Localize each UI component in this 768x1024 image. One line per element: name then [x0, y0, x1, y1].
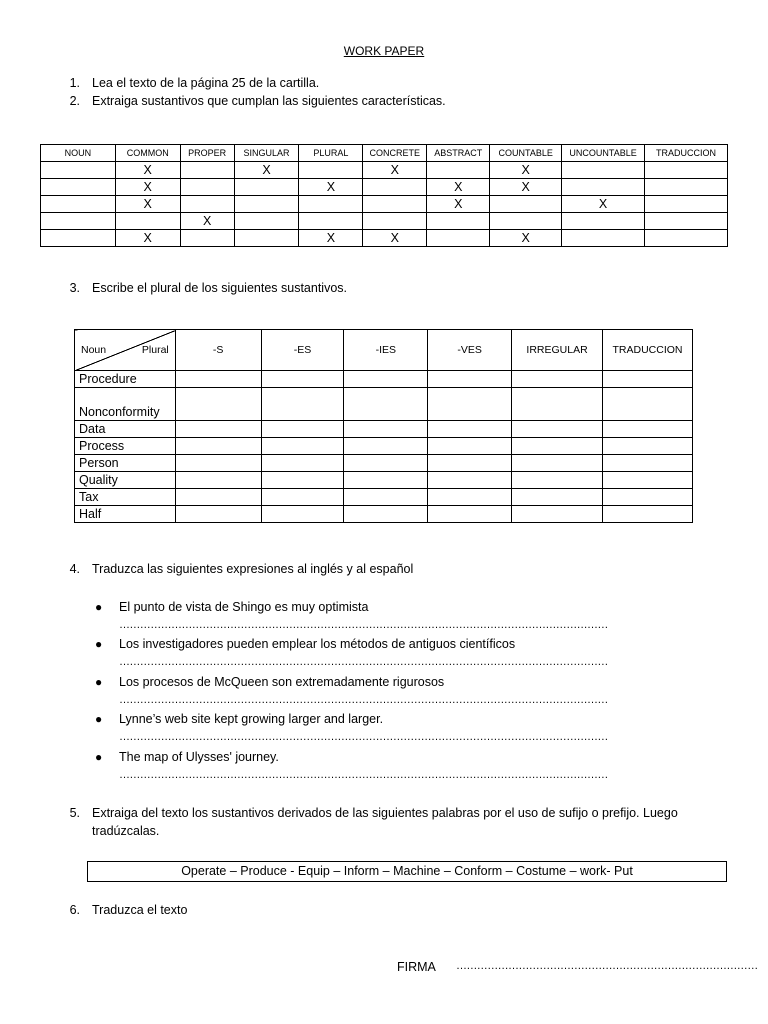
answer-cell[interactable]	[512, 472, 603, 489]
signature-line[interactable]: ……………………………………………………………………………	[456, 960, 758, 972]
table-cell[interactable]	[645, 213, 728, 230]
answer-cell[interactable]	[603, 388, 693, 421]
answer-cell[interactable]	[175, 472, 261, 489]
table-cell[interactable]	[427, 230, 490, 247]
column-header: ABSTRACT	[427, 145, 490, 162]
table-cell[interactable]	[363, 179, 427, 196]
table-cell[interactable]: X	[490, 162, 562, 179]
bullet-icon: ●	[95, 750, 103, 764]
corner-header	[75, 330, 176, 371]
table-cell[interactable]: X	[562, 196, 645, 213]
noun-cell: Person	[75, 455, 176, 472]
answer-cell[interactable]	[344, 506, 428, 523]
answer-cell[interactable]	[175, 388, 261, 421]
noun-cell: Quality	[75, 472, 176, 489]
table-cell[interactable]	[180, 230, 234, 247]
table-cell[interactable]	[299, 162, 363, 179]
column-header: -S	[175, 330, 261, 371]
answer-cell[interactable]	[344, 455, 428, 472]
column-header: CONCRETE	[363, 145, 427, 162]
table-cell[interactable]	[645, 196, 728, 213]
answer-cell[interactable]	[344, 438, 428, 455]
table-cell[interactable]: X	[490, 179, 562, 196]
answer-cell[interactable]	[175, 489, 261, 506]
answer-cell[interactable]	[344, 388, 428, 421]
table-cell[interactable]	[427, 213, 490, 230]
table-cell[interactable]	[562, 230, 645, 247]
answer-line[interactable]: ……………………………………………………………………………………………………………………………	[119, 769, 608, 781]
table-row	[41, 162, 728, 179]
table-cell[interactable]	[41, 162, 116, 179]
table-cell[interactable]: X	[115, 162, 180, 179]
noun-cell: Half	[75, 506, 176, 523]
column-header: -VES	[428, 330, 512, 371]
table-cell[interactable]	[299, 196, 363, 213]
table-cell[interactable]: X	[490, 230, 562, 247]
column-header: IRREGULAR	[512, 330, 603, 371]
table-cell[interactable]	[490, 213, 562, 230]
table-row	[41, 213, 728, 230]
noun-cell: Nonconformity	[75, 388, 176, 421]
table-cell[interactable]	[234, 213, 299, 230]
corner-noun-label: Noun	[81, 344, 107, 356]
answer-cell[interactable]	[261, 421, 344, 438]
noun-cell: Procedure	[75, 371, 176, 388]
answer-line[interactable]: ……………………………………………………………………………………………………………………………	[119, 619, 608, 631]
answer-cell[interactable]	[603, 455, 693, 472]
column-header: PROPER	[180, 145, 234, 162]
answer-cell[interactable]	[428, 388, 512, 421]
table-cell[interactable]	[645, 230, 728, 247]
page-title: WORK PAPER	[343, 44, 425, 58]
noun-cell: Tax	[75, 489, 176, 506]
table-cell[interactable]	[645, 179, 728, 196]
words-box: Operate – Produce - Equip – Inform – Machine – Conform – Costume – work- Put	[87, 861, 727, 882]
answer-cell[interactable]	[175, 506, 261, 523]
table-cell[interactable]: X	[115, 196, 180, 213]
expressions-list: ● El punto de vista de Shingo es muy optimista …………………………………………………………………………………………………………………………… ● Los investigadores pueden emplear los métodos de antiguos científicos …………………………………………………………………………………………………………………………… ● Los procesos de McQueen son extremadamente rigurosos …………………………………………………………………………………………………………………………… ● Lynne’s web site kept growing larger and larger. …………………………………………………………………………………………………………………………… ● The map of Ulysses' journey. ……………………………………………………………………………………………………………………………	[95, 598, 615, 788]
table-cell[interactable]	[41, 196, 116, 213]
answer-cell[interactable]	[428, 421, 512, 438]
answer-cell[interactable]	[428, 438, 512, 455]
table-row	[75, 388, 693, 421]
table-row	[41, 179, 728, 196]
answer-cell[interactable]	[512, 371, 603, 388]
answer-cell[interactable]	[261, 455, 344, 472]
table-header-row	[75, 330, 693, 371]
table-row	[75, 438, 693, 455]
column-header: SINGULAR	[234, 145, 299, 162]
answer-line[interactable]: ……………………………………………………………………………………………………………………………	[119, 656, 608, 668]
answer-cell[interactable]	[344, 489, 428, 506]
question-3: 3. Escribe el plural de los siguientes sustantivos.	[69, 281, 347, 295]
answer-cell[interactable]	[344, 371, 428, 388]
table-cell[interactable]: X	[299, 230, 363, 247]
answer-cell[interactable]	[261, 489, 344, 506]
table-cell[interactable]	[427, 162, 490, 179]
answer-cell[interactable]	[428, 472, 512, 489]
table-cell[interactable]: X	[180, 213, 234, 230]
question-4: 4. Traduzca las siguientes expresiones al inglés y al español	[69, 562, 414, 576]
table-row	[41, 196, 728, 213]
answer-cell[interactable]	[428, 489, 512, 506]
table-cell[interactable]	[645, 162, 728, 179]
column-header: UNCOUNTABLE	[562, 145, 645, 162]
answer-cell[interactable]	[261, 371, 344, 388]
answer-cell[interactable]	[512, 506, 603, 523]
answer-cell[interactable]	[261, 438, 344, 455]
answer-cell[interactable]	[175, 421, 261, 438]
table-row	[75, 421, 693, 438]
table-cell[interactable]	[41, 179, 116, 196]
table-cell[interactable]	[234, 230, 299, 247]
bullet-icon: ●	[95, 637, 103, 651]
table-cell[interactable]	[180, 179, 234, 196]
answer-cell[interactable]	[344, 472, 428, 489]
question-1: 1. Lea el texto de la página 25 de la cartilla.	[69, 76, 320, 90]
answer-line[interactable]: ……………………………………………………………………………………………………………………………	[119, 694, 608, 706]
table-cell[interactable]: X	[115, 179, 180, 196]
table-row	[75, 455, 693, 472]
table-cell[interactable]: X	[363, 230, 427, 247]
bullet-icon: ●	[95, 675, 103, 689]
noun-cell: Data	[75, 421, 176, 438]
table-row	[75, 506, 693, 523]
answer-cell[interactable]	[512, 388, 603, 421]
column-header: -IES	[344, 330, 428, 371]
table-cell[interactable]	[41, 230, 116, 247]
bullet-icon: ●	[95, 600, 103, 614]
table-cell[interactable]	[180, 162, 234, 179]
column-header: NOUN	[41, 145, 116, 162]
table-cell[interactable]: X	[363, 162, 427, 179]
answer-cell[interactable]	[261, 472, 344, 489]
column-header: COUNTABLE	[490, 145, 562, 162]
table-cell[interactable]	[234, 179, 299, 196]
answer-cell[interactable]	[261, 388, 344, 421]
answer-cell[interactable]	[603, 489, 693, 506]
table-cell[interactable]	[41, 213, 116, 230]
answer-cell[interactable]	[603, 421, 693, 438]
question-2: 2. Extraiga sustantivos que cumplan las siguientes características.	[69, 94, 446, 108]
table-cell[interactable]	[115, 213, 180, 230]
table-cell[interactable]	[562, 162, 645, 179]
table-row	[41, 230, 728, 247]
answer-cell[interactable]	[512, 489, 603, 506]
table-cell[interactable]	[234, 196, 299, 213]
table-cell[interactable]	[180, 196, 234, 213]
table-cell[interactable]	[562, 179, 645, 196]
answer-cell[interactable]	[512, 455, 603, 472]
answer-cell[interactable]	[603, 472, 693, 489]
answer-cell[interactable]	[428, 455, 512, 472]
question-6: 6. Traduzca el texto	[69, 903, 188, 917]
answer-cell[interactable]	[603, 371, 693, 388]
answer-line[interactable]: ……………………………………………………………………………………………………………………………	[119, 731, 608, 743]
table-cell[interactable]	[562, 213, 645, 230]
table-row	[75, 472, 693, 489]
table-cell[interactable]	[363, 213, 427, 230]
answer-cell[interactable]	[175, 455, 261, 472]
plural-table	[74, 329, 693, 523]
answer-cell[interactable]	[603, 438, 693, 455]
answer-cell[interactable]	[175, 371, 261, 388]
answer-cell[interactable]	[428, 506, 512, 523]
column-header: -ES	[261, 330, 344, 371]
corner-plural-label: Plural	[141, 344, 169, 356]
table-cell[interactable]: X	[234, 162, 299, 179]
noun-cell: Process	[75, 438, 176, 455]
column-header: COMMON	[115, 145, 180, 162]
column-header: PLURAL	[299, 145, 363, 162]
table-row	[75, 489, 693, 506]
signature-label: FIRMA	[397, 960, 436, 974]
table-cell[interactable]	[490, 196, 562, 213]
table-cell[interactable]: X	[427, 179, 490, 196]
table-cell[interactable]	[363, 196, 427, 213]
answer-cell[interactable]	[344, 421, 428, 438]
table-cell[interactable]: X	[299, 179, 363, 196]
column-header: TRADUCCION	[603, 330, 693, 371]
bullet-icon: ●	[95, 712, 103, 726]
question-5: 5. Extraiga del texto los sustantivos derivados de las siguientes palabras por el uso de sufijo o prefijo. Luego tradúzcalas.	[69, 806, 678, 838]
answer-cell[interactable]	[603, 506, 693, 523]
table-cell[interactable]	[299, 213, 363, 230]
answer-cell[interactable]	[175, 438, 261, 455]
table-header-row	[41, 145, 728, 162]
answer-cell[interactable]	[512, 438, 603, 455]
table-cell[interactable]: X	[115, 230, 180, 247]
answer-cell[interactable]	[261, 506, 344, 523]
answer-cell[interactable]	[512, 421, 603, 438]
answer-cell[interactable]	[428, 371, 512, 388]
table-cell[interactable]: X	[427, 196, 490, 213]
column-header: TRADUCCION	[645, 145, 728, 162]
noun-characteristics-table	[40, 144, 728, 247]
table-row	[75, 371, 693, 388]
